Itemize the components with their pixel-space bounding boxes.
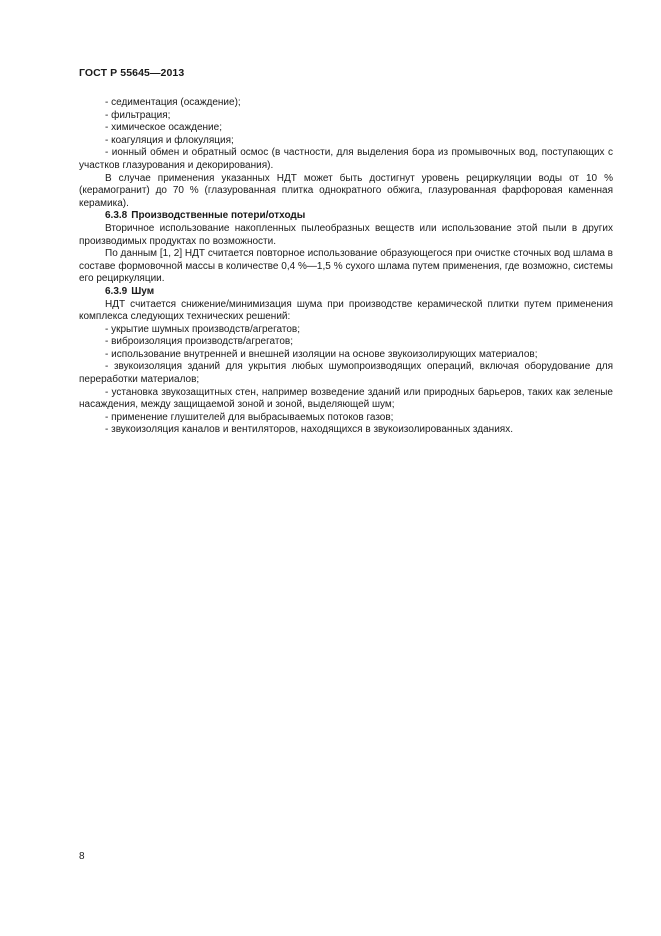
list-item: - укрытие шумных производств/агрегатов; (105, 323, 300, 335)
paragraph: НДТ считается снижение/минимизация шума при производстве керамической плитки путем применения комплекса следующих технических решений: (79, 298, 613, 323)
list-item: - установка звукозащитных стен, например возведение зданий или природных барьеров, таких как зеленые насаждения, между защищаемой зоной и зоной, выделяющей шум; (79, 386, 613, 411)
section-heading-6-3-9 (79, 286, 613, 299)
list-item: - применение глушителей для выбрасываемых потоков газов; (105, 411, 394, 423)
list-item: - звукоизоляция зданий для укрытия любых шумопроизводящих операций, включая оборудование для переработки материалов; (79, 361, 613, 386)
paragraph: Вторичное использование накопленных пылеобразных веществ или использование этой пыли в других производимых продуктах по возможности. (79, 222, 613, 247)
paragraph: В случае применения указанных НДТ может быть достигнут уровень рециркуляции воды от 10 % (керамогранит) до 70 % (глазурованная плитка однократного обжига, глазурованная фарфоровая каменная керамика). (79, 172, 613, 209)
list-item: - седиментация (осаждение); (105, 97, 241, 108)
list-item: - виброизоляция производств/агрегатов; (105, 336, 293, 348)
section-number: 6.3.8 (105, 210, 128, 222)
section-heading-6-3-8 (79, 210, 613, 223)
list-item: - ионный обмен и обратный осмос (в частности, для выделения бора из промывочных вод, поступающих с участков глазурования и декорирования). (79, 147, 613, 171)
list-item: - использование внутренней и внешней изоляции на основе звукоизолирующих материалов; (105, 348, 538, 360)
page-number: 8 (79, 851, 85, 862)
section-title: Шум (131, 285, 155, 297)
paragraph: По данным [1, 2] НДТ считается повторное использование образующегося при очистке сточных вод шлама в составе формовочной массы в количестве 0,4 %—1,5 % сухого шлама путем применения, где возможно, системы его рециркуляции. (79, 248, 613, 285)
section-number: 6.3.9 (105, 285, 128, 297)
list-item: - коагуляция и флокуляция; (105, 134, 234, 146)
list-item: - химическое осаждение; (105, 122, 222, 134)
section-title: Производственные потери/отходы (131, 210, 306, 222)
document-header: ГОСТ Р 55645—2013 (79, 67, 185, 79)
page-body (79, 97, 613, 437)
list-item: - звукоизоляция каналов и вентиляторов, находящихся в звукоизолированных зданиях. (105, 424, 513, 436)
list-item: - фильтрация; (105, 109, 171, 121)
